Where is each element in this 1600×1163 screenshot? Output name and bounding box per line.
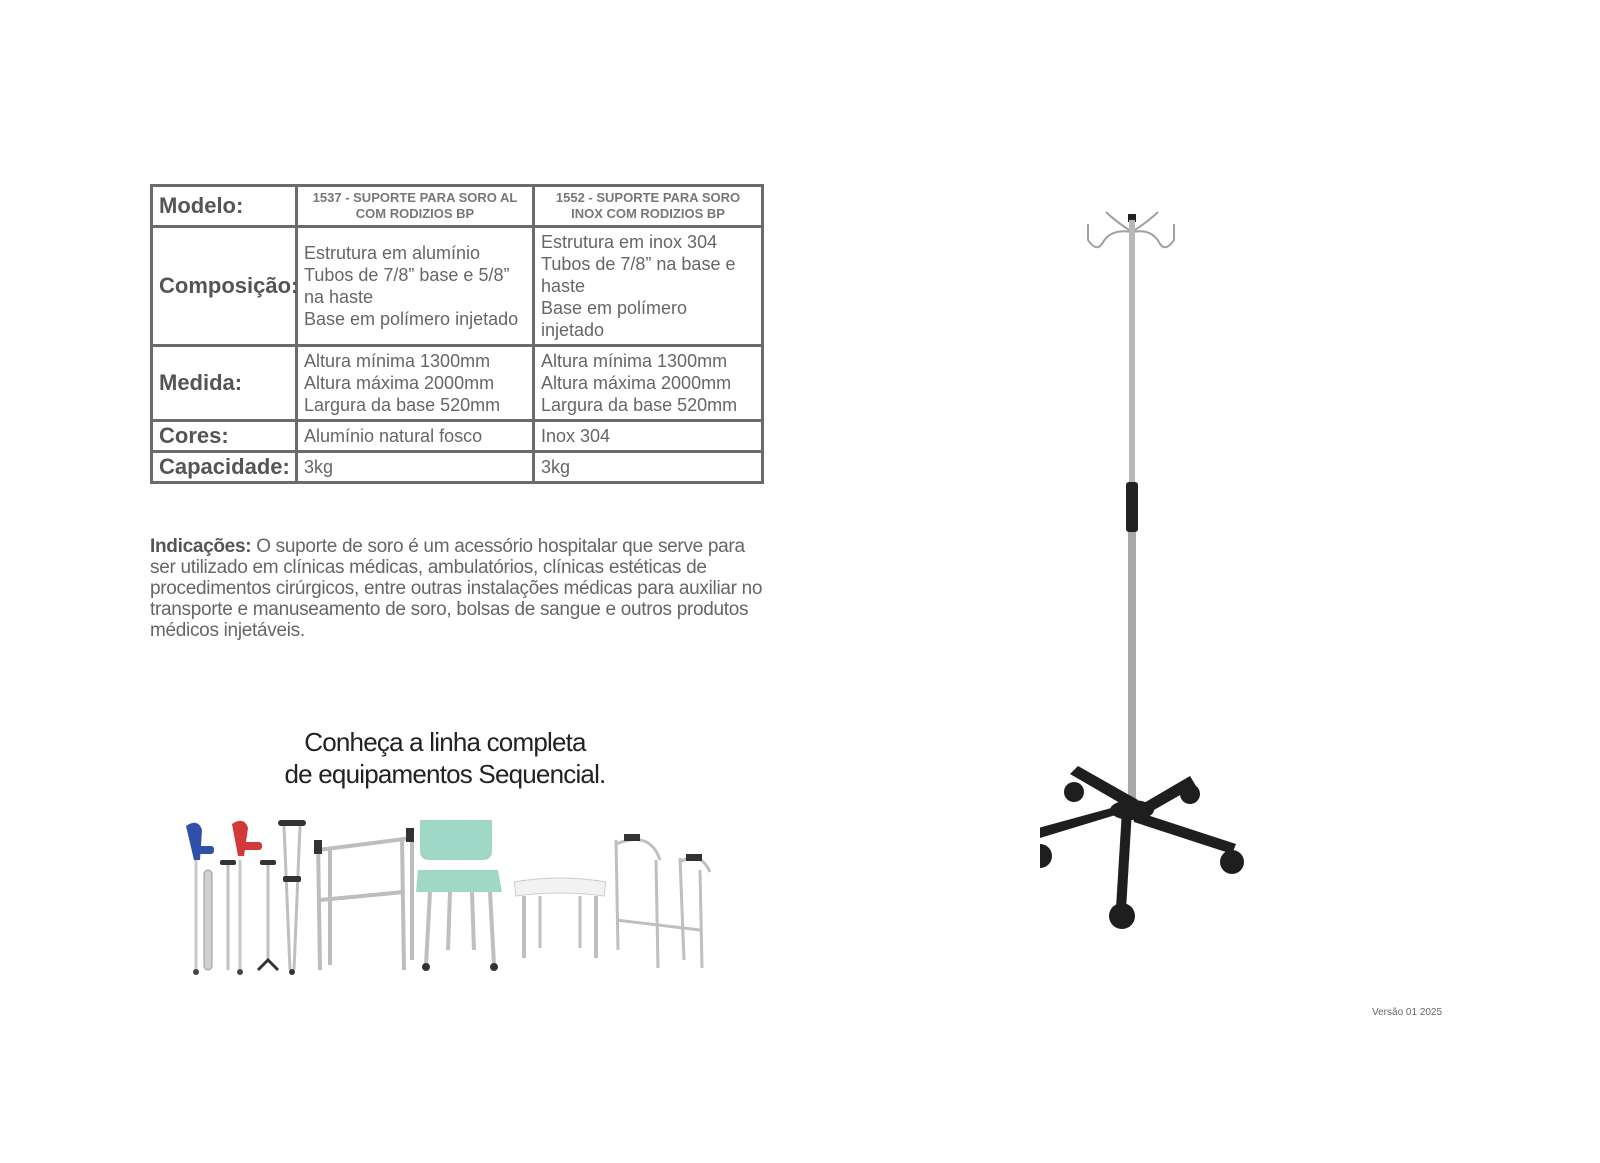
cell-line: Base em polímero injetado [304, 309, 519, 329]
cell-line: Altura mínima 1300mm [541, 351, 728, 371]
label-modelo: Modelo: [152, 186, 297, 227]
spec-table [150, 184, 764, 484]
cell-line: Estrutura em alumínio [304, 243, 481, 263]
cell-line: Altura máxima 2000mm [541, 373, 732, 393]
medida-1537 [297, 346, 534, 421]
model-1552-line: INOX COM RODIZIOS BP [571, 206, 725, 221]
row-cores [152, 421, 763, 452]
indicacoes-paragraph [150, 536, 770, 641]
axillary-crutch-image [278, 820, 306, 975]
promo-heading [230, 726, 660, 790]
model-1537-line: COM RODIZIOS BP [355, 206, 475, 221]
cell-line: Estrutura em inox 304 [541, 232, 718, 252]
label-composicao: Composição: [152, 227, 297, 346]
cell-line: Largura da base 520mm [541, 395, 738, 415]
row-medida [152, 346, 763, 421]
medida-1552 [534, 346, 763, 421]
row-composicao [152, 227, 763, 346]
cell-line: Largura da base 520mm [304, 395, 501, 415]
model-1552 [534, 186, 763, 227]
model-1537 [297, 186, 534, 227]
cell-line: Altura máxima 2000mm [304, 373, 495, 393]
model-1552-line: 1552 - SUPORTE PARA SORO [555, 190, 741, 205]
version-label: Versão 01 2025 [1372, 1007, 1443, 1018]
cell-line: Base em polímero injetado [541, 298, 688, 340]
model-1537-line: 1537 - SUPORTE PARA SORO AL [312, 190, 518, 205]
promo-line-2: de equipamentos Sequencial. [284, 759, 606, 789]
indicacoes-text: O suporte de soro é um acessório hospitalar que serve para ser utilizado em clínicas médicas, ambulatórios, clínicas estéticas de procedimentos cirúrgicos, entre outras instalações médicas para auxiliar no transporte e manuseamento de soro, bolsas de sangue e outros produtos médicos injetáveis. [150, 536, 763, 641]
cores-1552: Inox 304 [534, 421, 763, 452]
capacidade-1552: 3kg [534, 452, 763, 483]
red-crutch-image [232, 821, 262, 975]
row-capacidade [152, 452, 763, 483]
base-image [1040, 766, 1244, 929]
label-cores: Cores: [152, 421, 297, 452]
upper-pole [1129, 220, 1135, 490]
composicao-1537 [297, 227, 534, 346]
bench-image [514, 878, 606, 958]
canes-image [220, 860, 278, 970]
capacidade-1537: 3kg [297, 452, 534, 483]
iv-stand-image [1040, 210, 1280, 950]
grab-bar-image [204, 870, 212, 970]
label-medida: Medida: [152, 346, 297, 421]
cell-line: na haste [304, 287, 374, 307]
cores-1537: Alumínio natural fosco [297, 421, 534, 452]
height-clamp [1126, 482, 1138, 532]
row-modelo [152, 186, 763, 227]
cell-line: Altura mínima 1300mm [304, 351, 491, 371]
composicao-1552 [534, 227, 763, 346]
lower-pole [1128, 532, 1136, 812]
walker-image [314, 828, 414, 970]
cell-line: haste [541, 276, 586, 296]
cell-line: Tubos de 7/8” na base e [541, 254, 736, 274]
toilet-frame-image [616, 834, 710, 968]
shower-chair-image [416, 820, 502, 971]
indicacoes-label: Indicações: [150, 536, 252, 557]
cell-line: Tubos de 7/8” base e 5/8” [304, 265, 510, 285]
promo-line-1: Conheça a linha completa [304, 727, 586, 757]
label-capacidade: Capacidade: [152, 452, 297, 483]
products-illustration [180, 820, 730, 1000]
